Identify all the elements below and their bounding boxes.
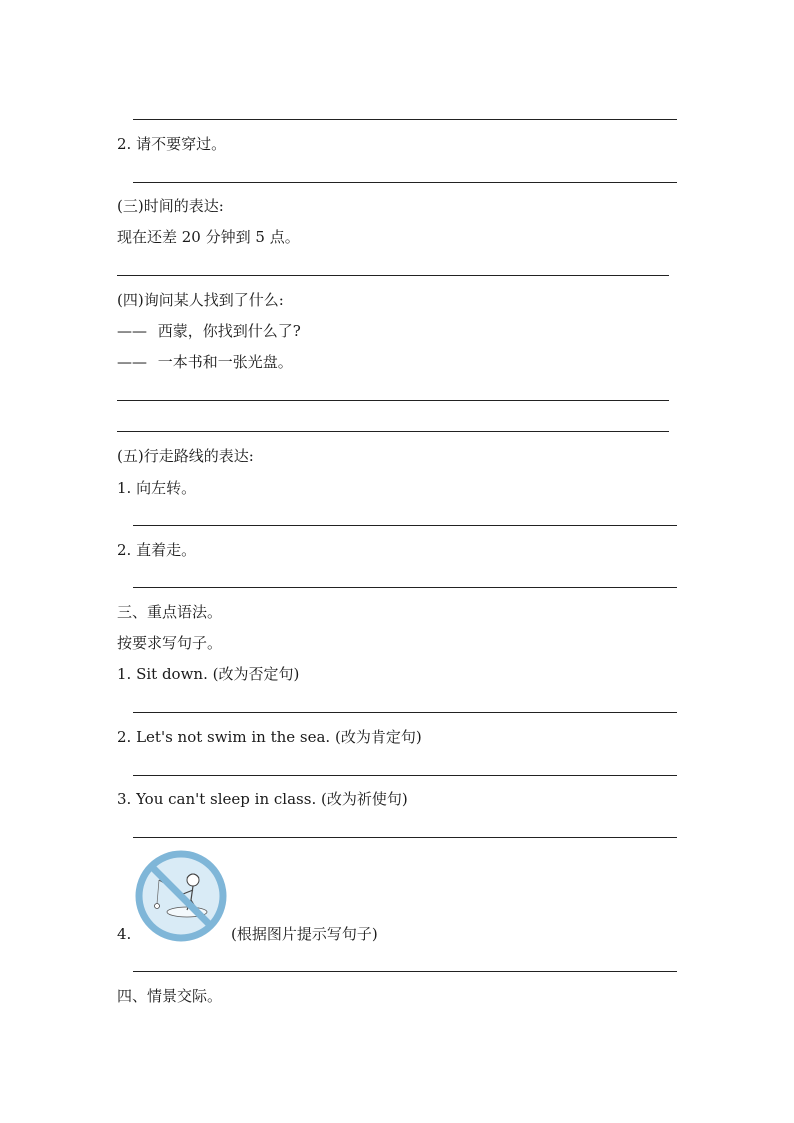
section-heading: (五)行走路线的表达: (117, 447, 254, 465)
answer-line[interactable] (117, 275, 669, 276)
section-heading: (三)时间的表达: (117, 197, 224, 215)
answer-line[interactable] (133, 712, 677, 713)
question-line: 2. 请不要穿过。 (117, 135, 227, 153)
answer-line[interactable] (117, 400, 669, 401)
section-heading: 三、重点语法。 (117, 603, 223, 621)
dialogue-text: 一本书和一张光盘。 (157, 353, 293, 371)
question-line: 1. Sit down. (改为否定句) (117, 665, 300, 683)
dialogue-line (117, 321, 301, 341)
dialogue-text: 西蒙，你找到什么了? (157, 322, 301, 340)
answer-line[interactable] (133, 587, 677, 588)
section-heading: 四、情景交际。 (117, 987, 223, 1005)
answer-line[interactable] (133, 119, 677, 120)
answer-line[interactable] (133, 182, 677, 183)
question-line: 2. Let's not swim in the sea. (改为肯定句) (117, 728, 422, 746)
question-line: 现在还差 20 分钟到 5 点。 (117, 228, 300, 246)
question-number: 4. (117, 925, 132, 943)
answer-line[interactable] (133, 525, 677, 526)
question-line: 2. 直着走。 (117, 541, 197, 559)
dialogue-dash: —— (117, 353, 147, 371)
dialogue-dash: —— (117, 322, 147, 340)
answer-line[interactable] (133, 775, 677, 776)
question-hint: (根据图片提示写句子) (231, 925, 378, 943)
question-line: 3. You can't sleep in class. (改为祈使句) (117, 790, 408, 808)
answer-line[interactable] (133, 837, 677, 838)
no-fishing-sign-icon (135, 850, 227, 942)
answer-line[interactable] (117, 431, 669, 432)
answer-line[interactable] (133, 971, 677, 972)
dialogue-line (117, 352, 293, 372)
instruction-text: 按要求写句子。 (117, 634, 223, 652)
question-line: 1. 向左转。 (117, 479, 197, 497)
section-heading: (四)询问某人找到了什么: (117, 291, 284, 309)
